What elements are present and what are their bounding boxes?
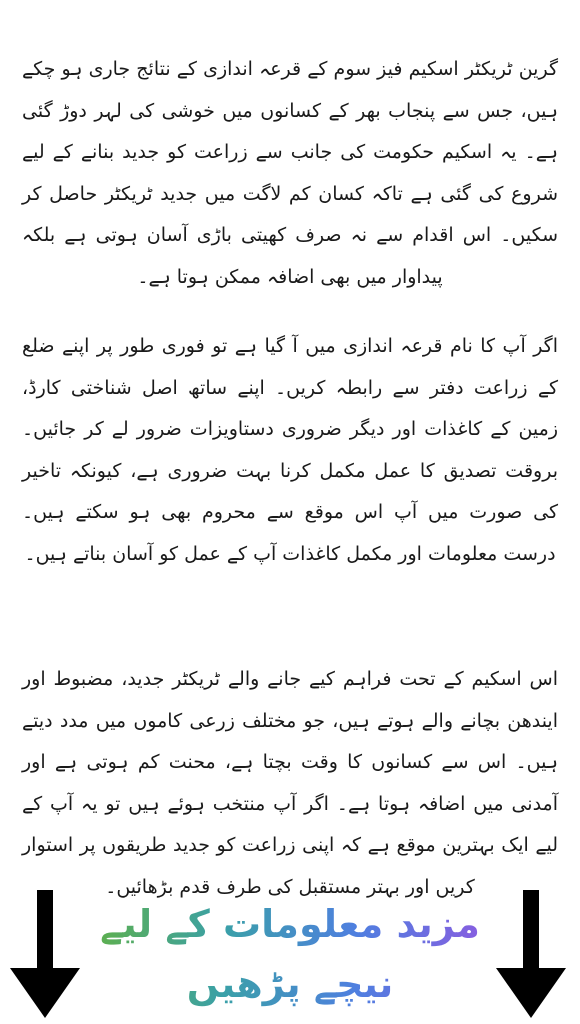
read-below-heading: نیچے پڑھیں [90,958,490,1010]
article-paragraph-2: اگر آپ کا نام قرعہ اندازی میں آ گیا ہے تو فوری طور پر اپنے ضلع کے زراعت دفتر سے رابطہ کریں۔ اپنے ساتھ اصل شناختی کارڈ، زمین کے کاغذات اور دیگر ضروری دستاویزات ضرور لے کر جائیں۔ بروقت تصدیق کا عمل مکمل کرنا بہت ضروری ہے، کیونکہ تاخیر کی صورت میں آپ اس موقع سے محروم بھی ہو سکتے ہیں۔ درست معلومات اور مکمل کاغذات آپ کے عمل کو آسان بناتے ہیں۔ [22,335,558,565]
arrow-down-icon [496,890,566,1020]
article-paragraph-3: اس اسکیم کے تحت فراہم کیے جانے والے ٹریکٹر جدید، مضبوط اور ایندھن بچانے والے ہوتے ہیں، جو مختلف زرعی کاموں میں مدد دیتے ہیں۔ اس سے کسانوں کا وقت بچتا ہے، محنت کم ہوتی ہے اور آمدنی میں اضافہ ہوتا ہے۔ اگر آپ منتخب ہوئے ہیں تو یہ آپ کے لیے ایک بہترین موقع ہے کہ اپنی زراعت کو جدید طریقوں پر استوار کریں اور بہتر مستقبل کی طرف قدم بڑھائیں۔ [22,668,558,898]
article-paragraph-1: گرین ٹریکٹر اسکیم فیز سوم کے قرعہ اندازی کے نتائج جاری ہو چکے ہیں، جس سے پنجاب بھر کے کسانوں میں خوشی کی لہر دوڑ گئی ہے۔ یہ اسکیم حکومت کی جانب سے زراعت کو جدید بنانے کے لیے شروع کی گئی ہے تاکہ کسان کم لاگت میں جدید ٹریکٹر حاصل کر سکیں۔ اس اقدام سے نہ صرف کھیتی باڑی آسان ہوتی ہے بلکہ پیداوار میں بھی اضافہ ممکن ہوتا ہے۔ [22,58,558,288]
arrow-down-icon [10,890,80,1020]
read-more-heading: مزید معلومات کے لیے [90,898,490,950]
read-more-banner [0,880,580,1024]
